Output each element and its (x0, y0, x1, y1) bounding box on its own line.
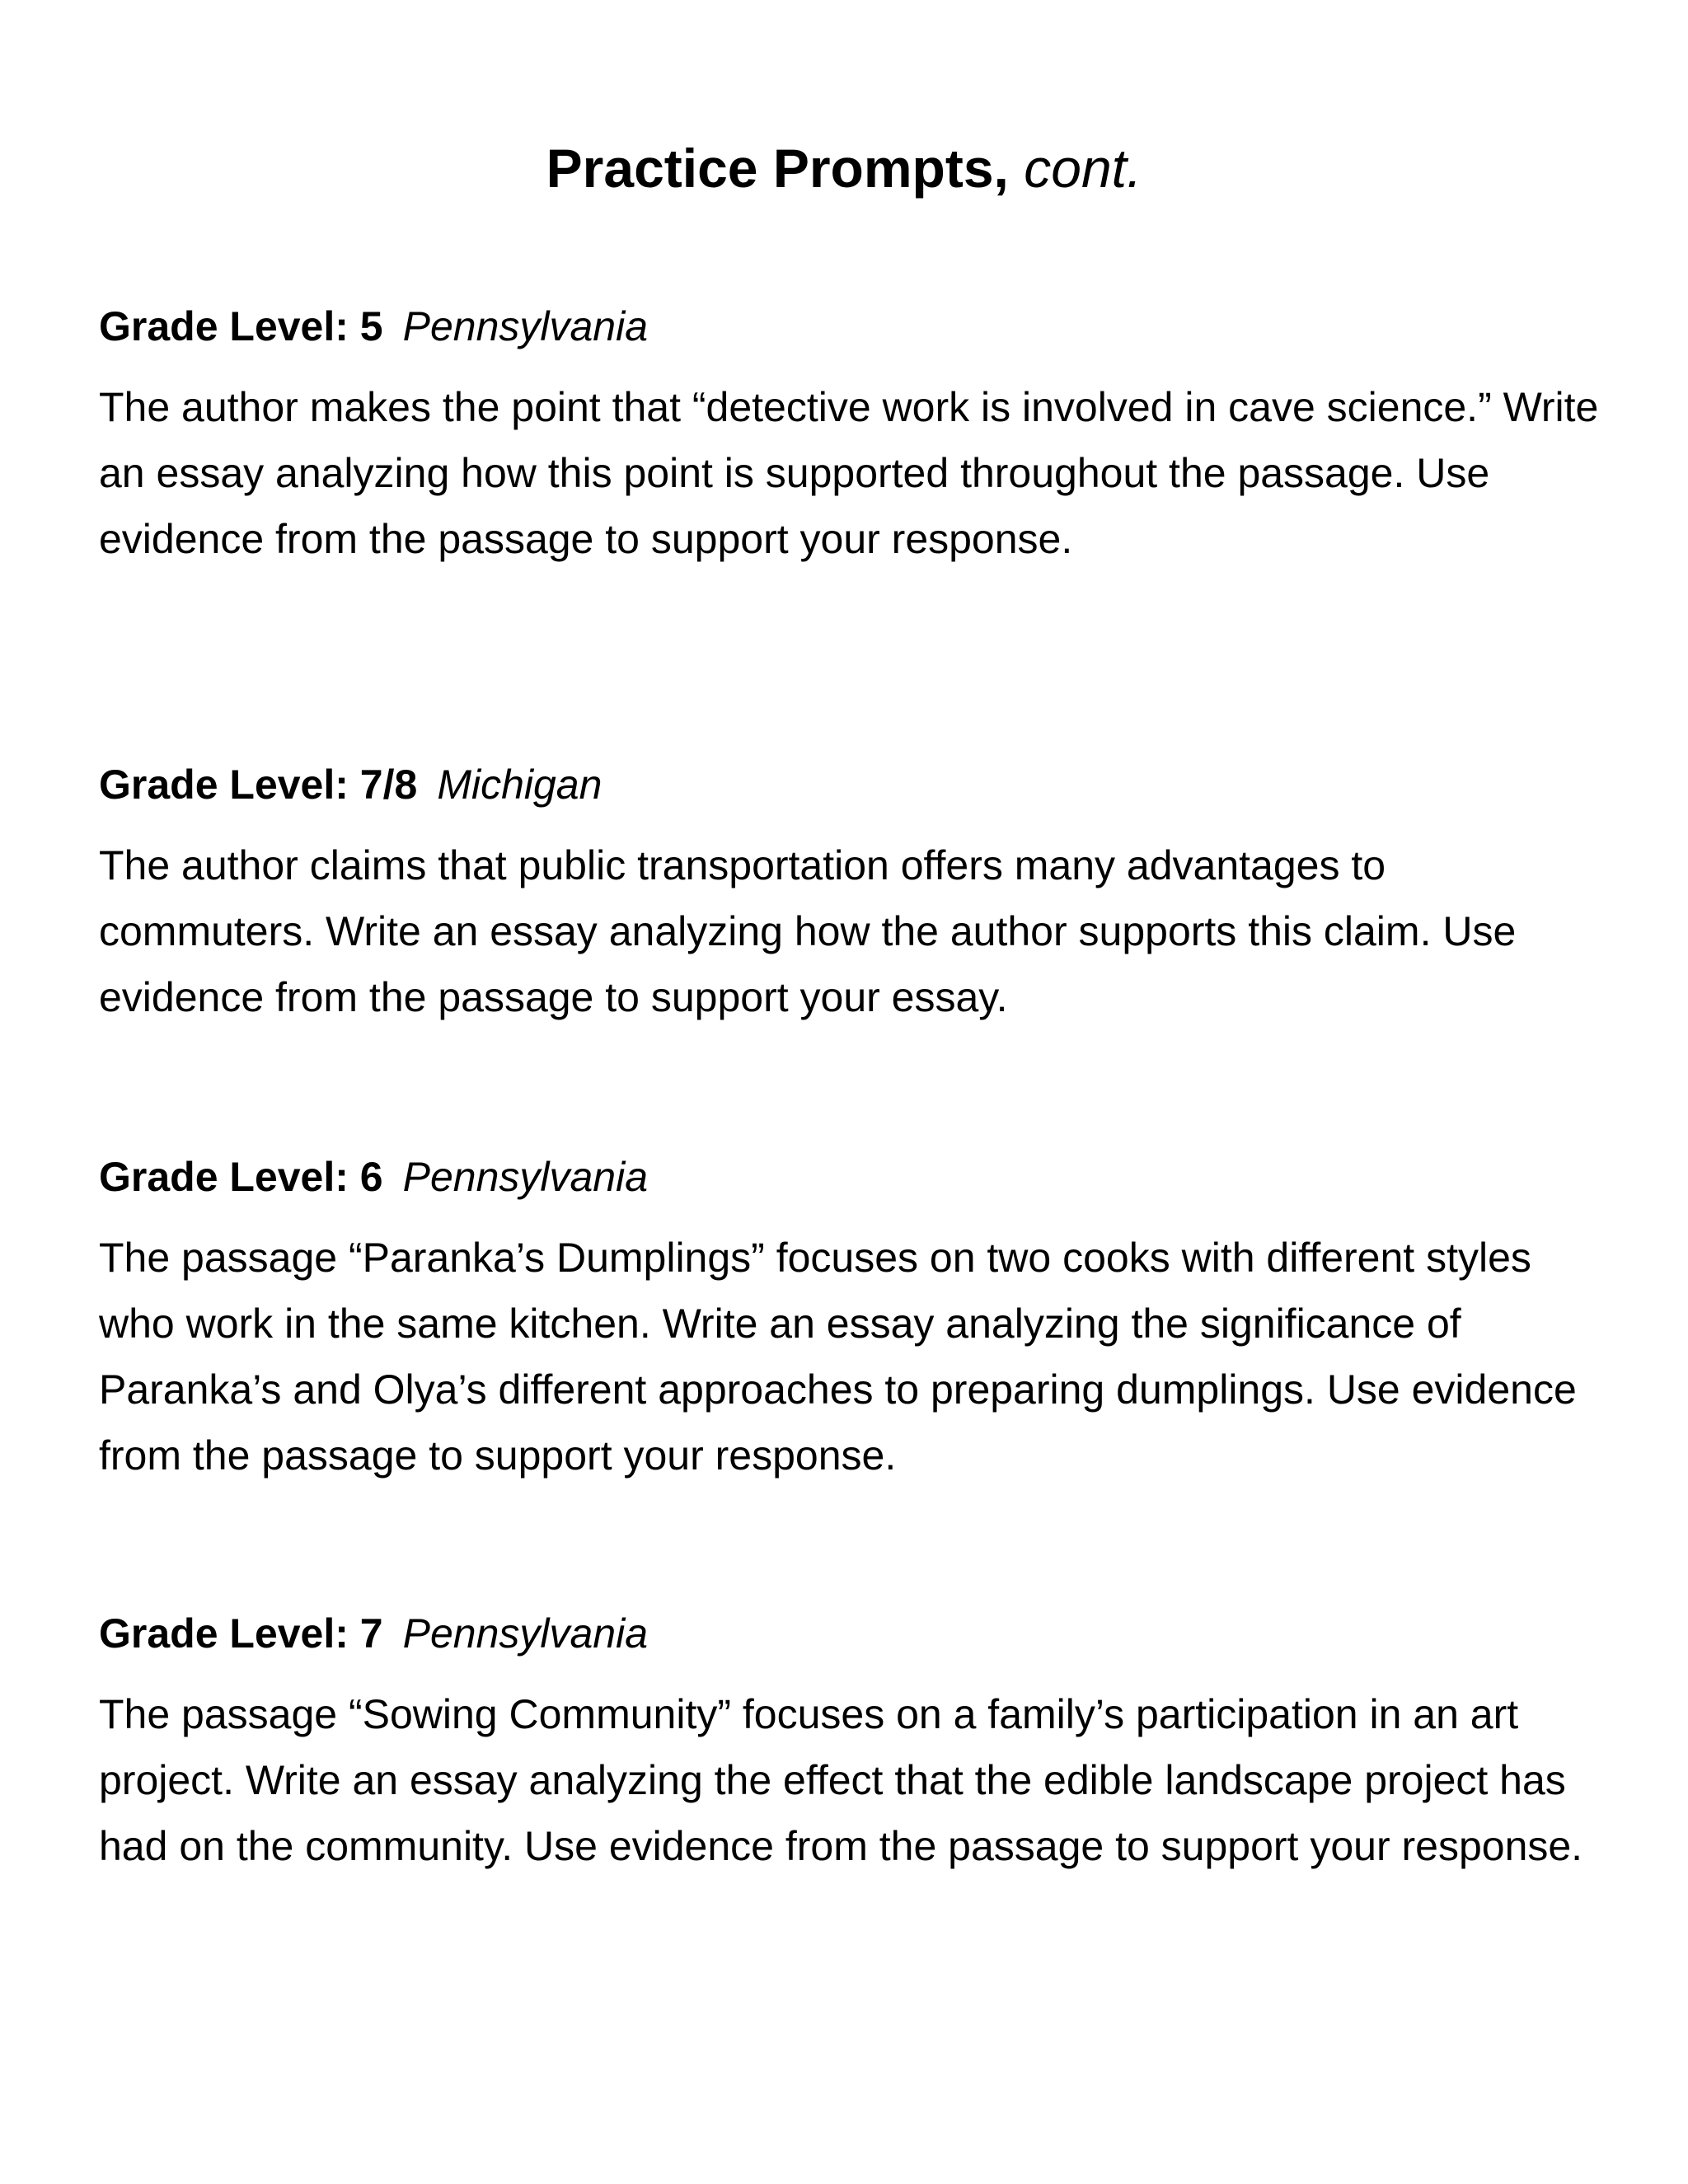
prompt-text: The passage “Sowing Community” focuses on a family’s participation in an art project. Write an essay analyzing the effect that the edible landscape project has had on the community. Use evidence from the passage to support your response. (99, 1691, 1583, 1869)
prompt-text: The passage “Paranka’s Dumplings” focuses on two cooks with different styles who work in the same kitchen. Write an essay analyzing the significance of Paranka’s and Olya’s different approaches to preparing dumplings. Use evidence from the passage to support your response. (99, 1235, 1577, 1479)
grade-level-label: Grade Level: 7 (99, 1610, 383, 1657)
prompt-text: The author claims that public transportation offers many advantages to commuters. Write an essay analyzing how the author supports this claim. Use evidence from the passage to support your essay. (99, 842, 1517, 1020)
prompt-header (99, 1607, 1607, 1660)
prompt-text: The author makes the point that “detective work is involved in cave science.” Write an essay analyzing how this point is supported throughout the passage. Use evidence from the passage to support your response. (99, 384, 1599, 562)
page-title (0, 135, 1688, 201)
grade-level-label: Grade Level: 7/8 (99, 762, 418, 808)
prompt-header (99, 300, 1607, 353)
state-name: Pennsylvania (402, 1154, 649, 1200)
state-name: Pennsylvania (402, 303, 649, 349)
state-name: Pennsylvania (402, 1610, 649, 1657)
prompt-section (99, 1151, 1607, 1488)
grade-level-label: Grade Level: 6 (99, 1154, 383, 1200)
prompt-header (99, 758, 1607, 811)
prompt-section (99, 1607, 1607, 1879)
prompt-section (99, 300, 1607, 572)
prompt-header (99, 1151, 1607, 1203)
prompt-section (99, 758, 1607, 1030)
page-title-main: Practice Prompts, (546, 138, 1009, 199)
state-name: Michigan (437, 762, 603, 808)
grade-level-label: Grade Level: 5 (99, 303, 383, 349)
page-title-italic: cont. (1024, 138, 1142, 199)
